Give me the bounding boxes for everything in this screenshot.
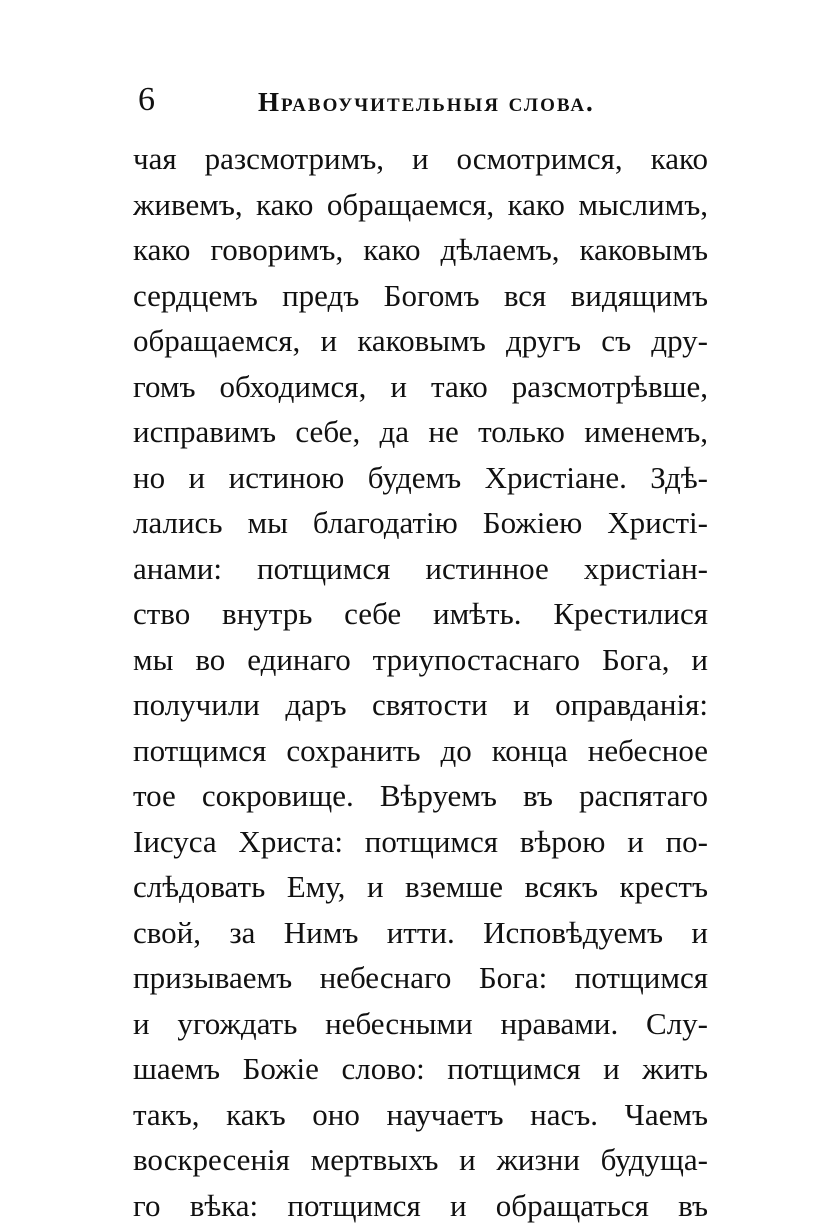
text-line: гомъ обходимся, и тако разсмотрѣвше, [133, 364, 708, 410]
text-line: чая разсмотримъ, и осмотримся, како [133, 136, 708, 182]
page-number: 6 [138, 78, 155, 122]
text-line: такъ, какъ оно научаетъ насъ. Чаемъ [133, 1092, 708, 1138]
running-head [138, 78, 708, 122]
text-line: свой, за Нимъ итти. Исповѣдуемъ и [133, 910, 708, 956]
text-line: потщимся сохранить до конца небесное [133, 728, 708, 774]
text-line: получили даръ святости и оправданія: [133, 682, 708, 728]
text-line: лались мы благодатію Божіею Христі- [133, 500, 708, 546]
text-line: ство внутрь себе имѣть. Крестилися [133, 591, 708, 637]
running-title: Нравоучительныя слова. [258, 80, 595, 124]
text-line: шаемъ Божіе слово: потщимся и жить [133, 1046, 708, 1092]
text-line: воскресенія мертвыхъ и жизни будуща- [133, 1137, 708, 1183]
text-line: исправимъ себе, да не только именемъ, [133, 409, 708, 455]
text-line: живемъ, како обращаемся, како мыслимъ, [133, 182, 708, 228]
text-line: Іисуса Христа: потщимся вѣрою и по- [133, 819, 708, 865]
text-line: тое сокровище. Вѣруемъ въ распятаго [133, 773, 708, 819]
text-line: призываемъ небеснаго Бога: потщимся [133, 955, 708, 1001]
text-line: сердцемъ предъ Богомъ вся видящимъ [133, 273, 708, 319]
text-line: анами: потщимся истинное христіан- [133, 546, 708, 592]
text-line: слѣдовать Ему, и вземше всякъ крестъ [133, 864, 708, 910]
text-line: и угождать небесными нравами. Слу- [133, 1001, 708, 1047]
text-line: обращаемся, и каковымъ другъ съ дру- [133, 318, 708, 364]
text-line: но и истиною будемъ Христіане. Здѣ- [133, 455, 708, 501]
text-line: како говоримъ, како дѣлаемъ, каковымъ [133, 227, 708, 273]
text-line: го вѣка: потщимся и обращаться въ [133, 1183, 708, 1228]
text-line: мы во единаго триупостаснаго Бога, и [133, 637, 708, 683]
body-text [133, 136, 708, 1228]
